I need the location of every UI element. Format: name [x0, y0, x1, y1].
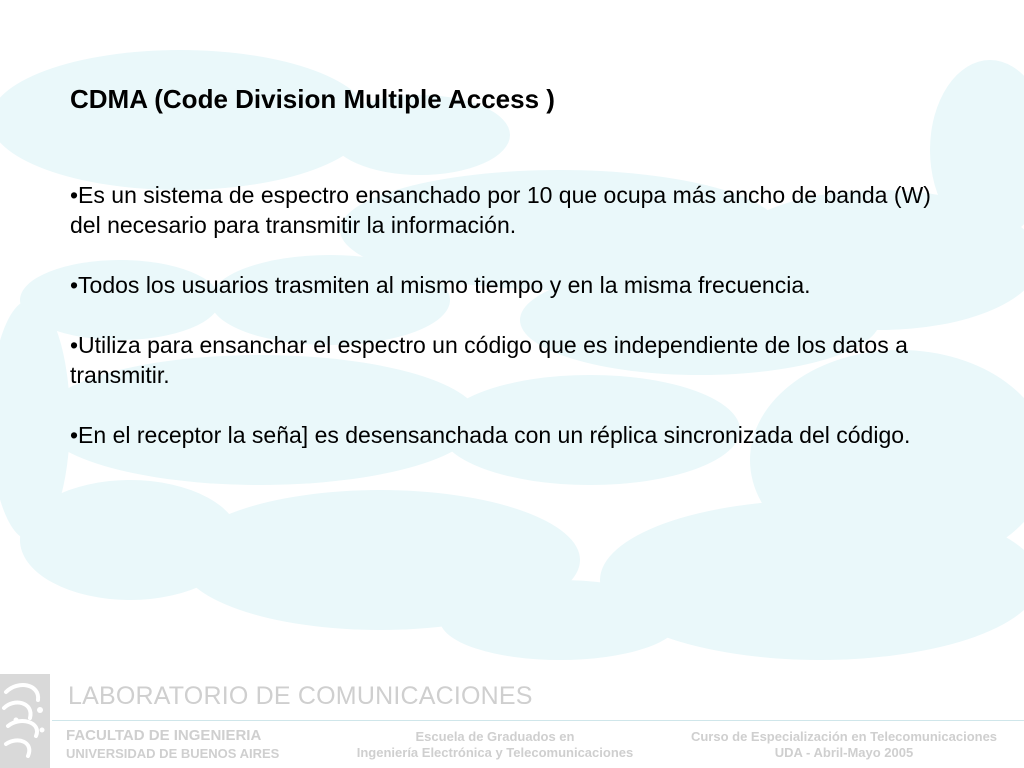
lab-title: LABORATORIO DE COMUNICACIONES [68, 682, 533, 710]
school-block [330, 729, 660, 761]
bullet-item: •Todos los usuarios trasmiten al mismo tiempo y en la misma frecuencia. [70, 272, 811, 298]
course-line-1: Curso de Especialización en Telecomunicaciones [690, 729, 998, 744]
bullet-item: •Utiliza para ensanchar el espectro un código que es independiente de los datos a transmitir. [70, 332, 908, 388]
slide-title: CDMA (Code Division Multiple Access ) [70, 84, 555, 114]
bullet-item: •Es un sistema de espectro ensanchado por 10 que ocupa más ancho de banda (W) del necesario para transmitir la información. [70, 182, 931, 238]
faculty-block [66, 727, 279, 762]
university-name: UNIVERSIDAD DE BUENOS AIRES [66, 746, 280, 761]
logo-icon [0, 674, 50, 768]
faculty-name: FACULTAD DE INGENIERIA [66, 727, 262, 744]
bullet-list [70, 180, 950, 480]
course-line-2: UDA - Abril-Mayo 2005 [774, 745, 914, 760]
bullet-item: •En el receptor la seña] es desensanchada con un réplica sincronizada del código. [70, 422, 911, 448]
faculty-logo [0, 674, 50, 768]
footer-divider [52, 720, 1024, 721]
course-block [668, 729, 1020, 761]
school-line-1: Escuela de Graduados en [415, 729, 575, 744]
school-line-2: Ingeniería Electrónica y Telecomunicaciones [356, 745, 634, 760]
